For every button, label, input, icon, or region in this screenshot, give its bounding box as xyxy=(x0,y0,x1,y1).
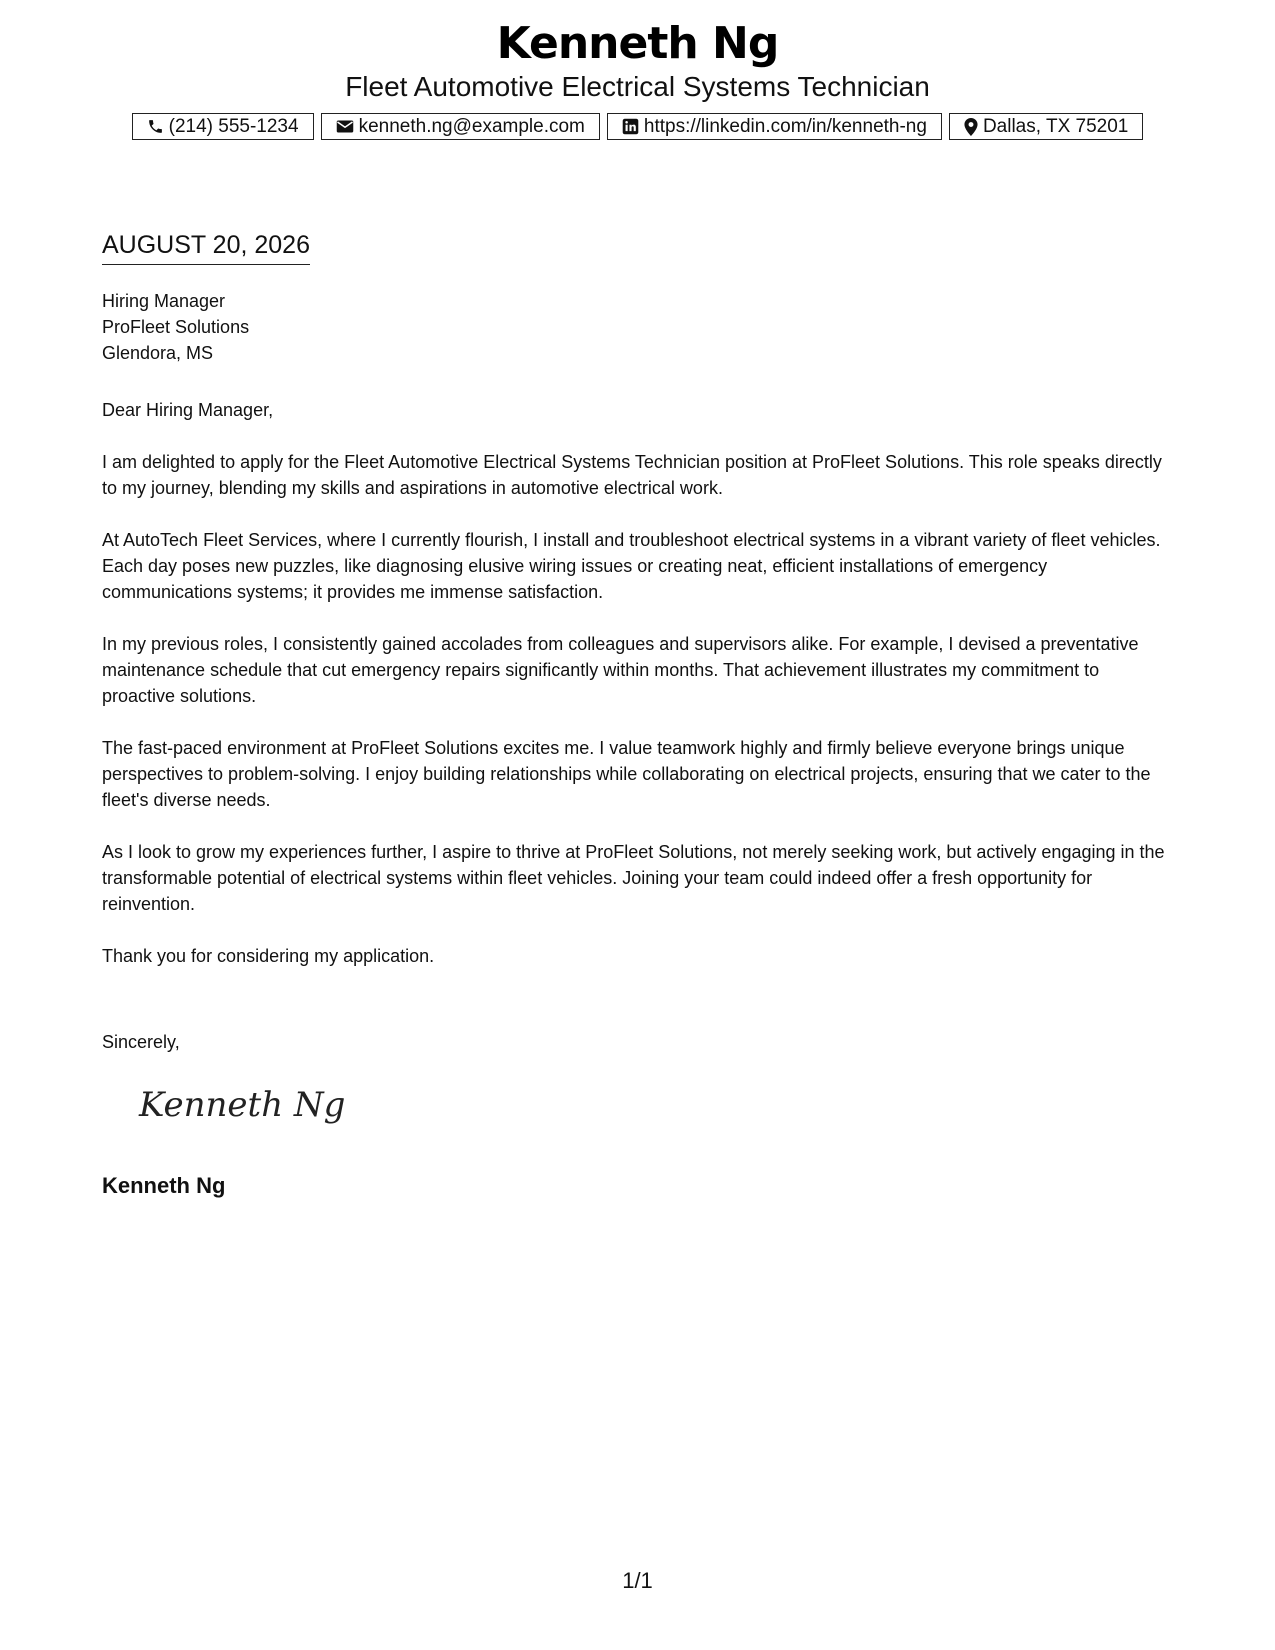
body-paragraph: As I look to grow my experiences further, I aspire to thrive at ProFleet Solutions, not merely seeking work, but actively engaging in the transformable potential of electrical systems within fleet vehicles. Joining your team could indeed offer a fresh opportunity for reinvention. xyxy=(102,842,1165,914)
closing-line: Sincerely, xyxy=(102,1032,180,1052)
recipient-company: ProFleet Solutions xyxy=(102,317,250,337)
contact-location-text: Dallas, TX 75201 xyxy=(982,115,1129,137)
linkedin-icon xyxy=(622,118,639,135)
job-title: Fleet Automotive Electrical Systems Technician xyxy=(345,71,930,102)
contact-linkedin-text: https://linkedin.com/in/kenneth-ng xyxy=(643,115,927,137)
contact-email[interactable] xyxy=(321,113,600,140)
body-paragraph: I am delighted to apply for the Fleet Automotive Electrical Systems Technician position at ProFleet Solutions. This role speaks directly to my journey, blending my skills and aspirations in automotive electrical work. xyxy=(102,452,1162,498)
envelope-icon xyxy=(336,119,354,134)
contact-phone-text: (214) 555-1234 xyxy=(168,115,299,137)
contact-linkedin[interactable] xyxy=(607,113,942,140)
signer-name: Kenneth Ng xyxy=(102,1173,226,1198)
salutation: Dear Hiring Manager, xyxy=(102,400,274,420)
handwritten-signature xyxy=(135,1080,346,1135)
contact-bar xyxy=(0,113,1275,140)
page-number: 1/1 xyxy=(622,1568,653,1593)
letter-date: AUGUST 20, 2026 xyxy=(102,230,310,265)
recipient-location: Glendora, MS xyxy=(102,343,214,363)
letter-header xyxy=(0,18,1275,104)
phone-icon xyxy=(147,118,164,135)
body-paragraph: The fast-paced environment at ProFleet Solutions excites me. I value teamwork highly and firmly believe everyone brings unique perspectives to problem-solving. I enjoy building relationships while collaborating on electrical projects, ensuring that we cater to the fleet's diverse needs. xyxy=(102,738,1151,810)
recipient-block xyxy=(102,288,249,366)
contact-phone[interactable] xyxy=(132,113,314,140)
map-pin-icon xyxy=(964,118,978,136)
letter-body xyxy=(102,397,1177,995)
recipient-title: Hiring Manager xyxy=(102,291,226,311)
signature-text: Kenneth Ng xyxy=(139,1085,346,1125)
applicant-name: Kenneth Ng xyxy=(496,18,779,69)
body-paragraph: At AutoTech Fleet Services, where I currently flourish, I install and troubleshoot electrical systems in a vibrant variety of fleet vehicles. Each day poses new puzzles, like diagnosing elusive wiring issues or creating neat, efficient installations of emergency communications systems; it provides me immense satisfaction. xyxy=(102,530,1161,602)
thank-you-line: Thank you for considering my application. xyxy=(102,946,435,966)
body-paragraph: In my previous roles, I consistently gained accolades from colleagues and supervisors alike. For example, I devised a preventative maintenance schedule that cut emergency repairs significantly within months. That achievement illustrates my commitment to proactive solutions. xyxy=(102,634,1139,706)
contact-email-text: kenneth.ng@example.com xyxy=(358,115,585,137)
contact-location[interactable] xyxy=(949,113,1143,140)
